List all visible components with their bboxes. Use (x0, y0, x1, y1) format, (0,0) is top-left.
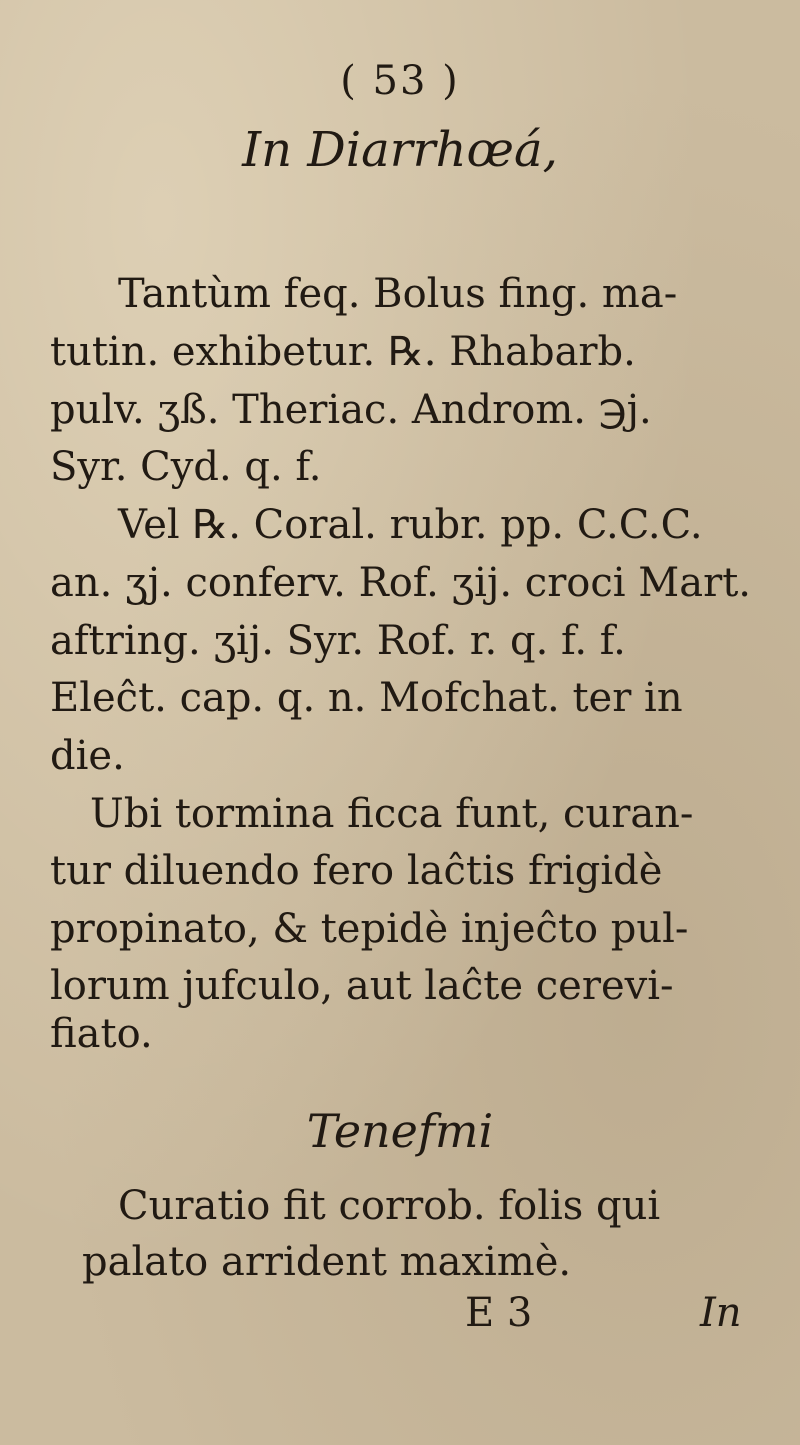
text-line: die. (50, 733, 125, 779)
text-line: fiato. (50, 1011, 153, 1057)
text-line: palato arrident maximè. (82, 1239, 572, 1285)
text-line: propinato, & tepidè injeĉto pul- (50, 906, 689, 952)
text-line: Vel ℞. Coral. rubr. pp. C.C.C. (118, 502, 703, 548)
text-line: Curatio fit corrob. folis qui (118, 1183, 661, 1229)
text-line: Ubi tormina ficca funt, curan- (90, 791, 694, 837)
text-line: tur diluendo fero laĉtis frigidè (50, 848, 663, 894)
section-heading: Tenefmi (306, 1104, 494, 1158)
text-line: Tantùm feq. Bolus fing. ma- (118, 271, 678, 317)
page-footer (0, 1290, 800, 1342)
text-line: an. ʒj. conferv. Rof. ʒij. croci Mart. (50, 560, 752, 606)
text-line: tutin. exhibetur. ℞. Rhabarb. (50, 329, 636, 375)
signature-mark: E 3 (465, 1290, 533, 1336)
text-line: Syr. Cyd. q. f. (50, 444, 322, 490)
running-head: In Diarrhœá, (242, 122, 558, 178)
text-line: Eleĉt. cap. q. n. Mofchat. ter in (50, 675, 683, 721)
text-line: aftring. ʒij. Syr. Rof. r. q. f. f. (50, 618, 626, 664)
text-line: lorum jufculo, aut laĉte cerevi- (50, 963, 674, 1009)
page-number: ( 53 ) (340, 58, 460, 104)
text-line: pulv. ʒß. Theriac. Androm. ℈j. (50, 387, 652, 433)
catchword: In (700, 1290, 742, 1336)
